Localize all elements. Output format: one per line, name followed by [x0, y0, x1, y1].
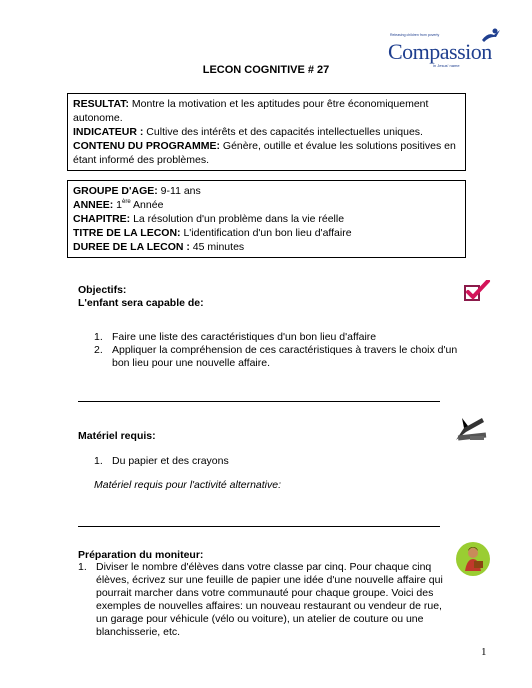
duree-text: 45 minutes [189, 241, 245, 253]
lesson-outcome-box [67, 93, 466, 171]
list-item-number: 1. [94, 455, 103, 467]
list-item [94, 344, 464, 370]
resultat-line [73, 97, 461, 125]
logo-tagline: in Jesus' name [433, 63, 460, 68]
chapitre-label: CHAPITRE: [73, 213, 131, 225]
groupe-line [73, 184, 461, 198]
annee-sup: ère [122, 199, 131, 205]
objectifs-heading-block [78, 284, 204, 310]
section-divider [78, 526, 440, 527]
resultat-text: Montre la motivation et les aptitudes pour être économiquement autonome. [73, 98, 429, 124]
list-item-number: 1. [94, 331, 103, 343]
logo-small-text: Releasing children from poverty [390, 33, 440, 37]
lesson-info-box [67, 180, 466, 258]
chapitre-text: La résolution d'un problème dans la vie réelle [130, 213, 345, 225]
preparation-heading: Préparation du moniteur: [78, 549, 204, 561]
annee-label: ANNEE: [73, 199, 114, 211]
objectifs-subheading: L'enfant sera capable de: [78, 297, 204, 309]
indicateur-line [73, 125, 461, 139]
list-item-number: 1. [78, 561, 87, 573]
list-item [78, 561, 448, 639]
page-title: LECON COGNITIVE # 27 [202, 64, 330, 76]
teacher-icon [455, 541, 491, 577]
groupe-label: GROUPE D'AGE: [73, 185, 158, 197]
annee-line [73, 198, 461, 212]
annee-word: Année [130, 199, 164, 211]
duree-label: DUREE DE LA LECON : [73, 241, 190, 253]
annee-num: 1 [113, 199, 123, 211]
titre-line [73, 226, 461, 240]
page-number: 1 [481, 646, 487, 658]
list-item [94, 331, 464, 344]
contenu-label: CONTENU DU PROGRAMME: [73, 140, 220, 152]
contenu-text: Génère, outille et évalue les solutions positives en étant informé des problèmes. [73, 140, 456, 166]
materiel-alt: Matériel requis pour l'activité alternative: [94, 479, 282, 491]
list-item [94, 455, 464, 468]
list-item-text: Diviser le nombre d'élèves dans votre classe par cinq. Pour chaque cinq élèves, écrivez sur une feuille de papier une idée d'une nouvelle affaire qui pourrait marcher dans votre communauté pour chaque groupe. Voici des exemples de nouvelles affaires: un nouveau restaurant ou vendeur de rue, un garage pour véhicule (vélo ou voiture), un atelier de couture ou une blanchisserie, etc. [96, 561, 443, 638]
section-divider [78, 401, 440, 402]
indicateur-text: Cultive des intérêts et des capacités intellectuelles uniques. [143, 126, 423, 138]
list-item-number: 2. [94, 344, 103, 356]
materiel-heading: Matériel requis: [78, 430, 156, 442]
groupe-text: 9-11 ans [157, 185, 201, 197]
checkbox-check-icon [463, 280, 491, 302]
titre-text: L'identification d'un bon lieu d'affaire [180, 227, 352, 239]
indicateur-label: INDICATEUR : [73, 126, 144, 138]
logo-wordmark: Compassion [388, 39, 492, 64]
contenu-line [73, 139, 461, 167]
duree-line [73, 240, 461, 254]
preparation-list [78, 561, 448, 639]
list-item-text: Appliquer la compréhension de ces caractéristiques à travers le choix d'un bon lieu pour une nouvelle affaire. [112, 344, 458, 369]
resultat-label: RESULTAT: [73, 98, 129, 110]
list-item-text: Faire une liste des caractéristiques d'un bon lieu d'affaire [112, 331, 377, 343]
pencil-ruler-icon [452, 414, 488, 444]
list-item-text: Du papier et des crayons [112, 455, 229, 467]
materiel-list [94, 455, 464, 468]
chapitre-line [73, 212, 461, 226]
titre-label: TITRE DE LA LECON: [73, 227, 181, 239]
objectifs-heading: Objectifs: [78, 284, 127, 296]
objectifs-list [94, 331, 464, 370]
